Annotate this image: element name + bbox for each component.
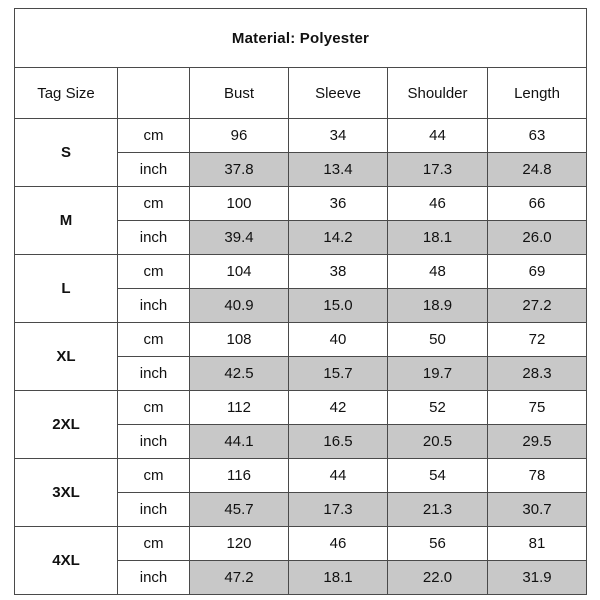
inch-value: 17.3: [388, 153, 488, 187]
inch-value: 18.1: [289, 561, 388, 595]
header-sleeve: Sleeve: [289, 68, 388, 119]
unit-label-inch: inch: [118, 153, 190, 187]
cm-value: 120: [190, 527, 289, 561]
size-label: M: [15, 187, 118, 255]
unit-label-inch: inch: [118, 561, 190, 595]
inch-value: 15.0: [289, 289, 388, 323]
inch-value: 22.0: [388, 561, 488, 595]
cm-value: 96: [190, 119, 289, 153]
inch-value: 39.4: [190, 221, 289, 255]
cm-value: 46: [289, 527, 388, 561]
header-tag-size: Tag Size: [15, 68, 118, 119]
unit-label-inch: inch: [118, 221, 190, 255]
cm-value: 56: [388, 527, 488, 561]
table-row: [15, 255, 587, 289]
inch-value: 13.4: [289, 153, 388, 187]
cm-value: 46: [388, 187, 488, 221]
size-label: 2XL: [15, 391, 118, 459]
unit-label-inch: inch: [118, 357, 190, 391]
inch-value: 14.2: [289, 221, 388, 255]
size-label: XL: [15, 323, 118, 391]
inch-value: 40.9: [190, 289, 289, 323]
inch-value: 29.5: [488, 425, 587, 459]
unit-label-cm: cm: [118, 323, 190, 357]
cm-value: 108: [190, 323, 289, 357]
table-row: [15, 119, 587, 153]
inch-value: 30.7: [488, 493, 587, 527]
cm-value: 112: [190, 391, 289, 425]
cm-value: 34: [289, 119, 388, 153]
inch-value: 45.7: [190, 493, 289, 527]
unit-label-inch: inch: [118, 425, 190, 459]
cm-value: 63: [488, 119, 587, 153]
cm-value: 40: [289, 323, 388, 357]
inch-value: 18.9: [388, 289, 488, 323]
size-label: 3XL: [15, 459, 118, 527]
header-bust: Bust: [190, 68, 289, 119]
unit-label-cm: cm: [118, 187, 190, 221]
unit-label-cm: cm: [118, 527, 190, 561]
inch-value: 31.9: [488, 561, 587, 595]
inch-value: 42.5: [190, 357, 289, 391]
inch-value: 24.8: [488, 153, 587, 187]
cm-value: 81: [488, 527, 587, 561]
cm-value: 52: [388, 391, 488, 425]
inch-value: 17.3: [289, 493, 388, 527]
unit-label-cm: cm: [118, 119, 190, 153]
cm-value: 69: [488, 255, 587, 289]
header-length: Length: [488, 68, 587, 119]
size-table: [14, 8, 587, 595]
header-row: [15, 68, 587, 119]
inch-value: 37.8: [190, 153, 289, 187]
inch-value: 27.2: [488, 289, 587, 323]
inch-value: 18.1: [388, 221, 488, 255]
size-chart: [14, 8, 586, 592]
unit-label-inch: inch: [118, 289, 190, 323]
header-unit: [118, 68, 190, 119]
inch-value: 20.5: [388, 425, 488, 459]
cm-value: 66: [488, 187, 587, 221]
unit-label-inch: inch: [118, 493, 190, 527]
inch-value: 21.3: [388, 493, 488, 527]
unit-label-cm: cm: [118, 459, 190, 493]
inch-value: 28.3: [488, 357, 587, 391]
cm-value: 78: [488, 459, 587, 493]
cm-value: 42: [289, 391, 388, 425]
cm-value: 75: [488, 391, 587, 425]
unit-label-cm: cm: [118, 391, 190, 425]
cm-value: 44: [388, 119, 488, 153]
cm-value: 38: [289, 255, 388, 289]
table-row: [15, 391, 587, 425]
inch-value: 44.1: [190, 425, 289, 459]
size-label: S: [15, 119, 118, 187]
table-title: Material: Polyester: [15, 9, 587, 68]
inch-value: 47.2: [190, 561, 289, 595]
cm-value: 54: [388, 459, 488, 493]
table-row: [15, 323, 587, 357]
cm-value: 116: [190, 459, 289, 493]
size-label: L: [15, 255, 118, 323]
inch-value: 15.7: [289, 357, 388, 391]
cm-value: 36: [289, 187, 388, 221]
cm-value: 44: [289, 459, 388, 493]
size-label: 4XL: [15, 527, 118, 595]
table-row: [15, 527, 587, 561]
cm-value: 50: [388, 323, 488, 357]
inch-value: 19.7: [388, 357, 488, 391]
unit-label-cm: cm: [118, 255, 190, 289]
cm-value: 104: [190, 255, 289, 289]
header-shoulder: Shoulder: [388, 68, 488, 119]
inch-value: 26.0: [488, 221, 587, 255]
cm-value: 72: [488, 323, 587, 357]
cm-value: 100: [190, 187, 289, 221]
inch-value: 16.5: [289, 425, 388, 459]
table-row: [15, 187, 587, 221]
table-row: [15, 459, 587, 493]
cm-value: 48: [388, 255, 488, 289]
